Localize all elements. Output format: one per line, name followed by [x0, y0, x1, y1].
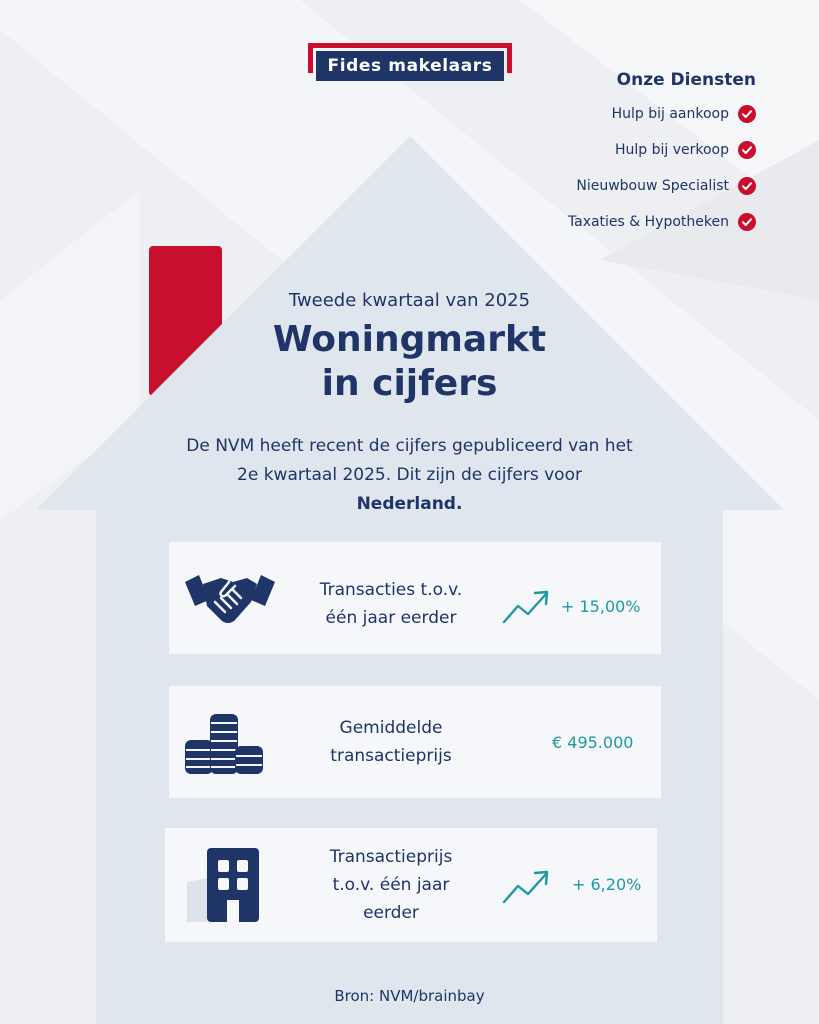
trend-up-icon	[502, 866, 550, 904]
service-item-verkoop[interactable]	[568, 138, 756, 162]
stat-label	[299, 576, 483, 632]
stat-label	[299, 843, 483, 927]
check-circle-icon	[738, 105, 756, 123]
source-note: Bron: NVM/brainbay	[334, 987, 485, 1005]
stat-card-transacties	[169, 542, 661, 654]
stat-label-line: Gemiddelde	[339, 718, 443, 738]
stat-label-line: eerder	[363, 903, 419, 923]
stat-value: + 6,20%	[572, 875, 642, 894]
service-item-label: Hulp bij verkoop	[614, 142, 729, 158]
check-circle-icon	[738, 213, 756, 231]
services-list	[568, 70, 756, 246]
page-title-line: Woningmarkt	[272, 319, 547, 360]
page-title	[0, 318, 819, 406]
intro-emphasis: Nederland.	[356, 494, 463, 514]
service-item-label: Hulp bij aankoop	[611, 106, 729, 122]
service-item-label: Taxaties & Hypotheken	[567, 214, 729, 230]
stat-label-line: Transactieprijs	[329, 847, 453, 867]
service-item-taxaties[interactable]	[568, 210, 756, 234]
service-item-aankoop[interactable]	[568, 102, 756, 126]
handshake-icon	[185, 572, 275, 626]
building-icon	[185, 848, 261, 922]
intro-line: 2e kwartaal 2025. Dit zijn de cijfers voor	[237, 465, 582, 485]
stat-card-transactieprijs	[165, 828, 657, 942]
logo-text: Fides makelaars	[316, 51, 504, 81]
service-item-label: Nieuwbouw Specialist	[576, 178, 729, 194]
services-title: Onze Diensten	[616, 70, 756, 90]
stat-value: € 495.000	[552, 733, 634, 752]
stat-label-line: één jaar eerder	[325, 608, 457, 628]
coins-icon	[185, 714, 263, 776]
stat-label-line: Transacties t.o.v.	[319, 580, 463, 600]
stat-label	[299, 714, 483, 770]
service-item-nieuwbouw[interactable]	[568, 174, 756, 198]
intro-text	[150, 432, 669, 519]
check-circle-icon	[738, 141, 756, 159]
stat-label-line: t.o.v. één jaar	[332, 875, 450, 895]
page-title-line: in cijfers	[321, 363, 498, 404]
intro-line: De NVM heeft recent de cijfers gepubliceerd van het	[186, 436, 633, 456]
brand-logo[interactable]	[308, 43, 512, 83]
stat-card-gemiddelde-prijs	[169, 686, 661, 798]
check-circle-icon	[738, 177, 756, 195]
page-subtitle: Tweede kwartaal van 2025	[288, 290, 531, 311]
stat-label-line: transactieprijs	[330, 746, 452, 766]
stat-value: + 15,00%	[561, 597, 641, 616]
trend-up-icon	[502, 586, 550, 624]
